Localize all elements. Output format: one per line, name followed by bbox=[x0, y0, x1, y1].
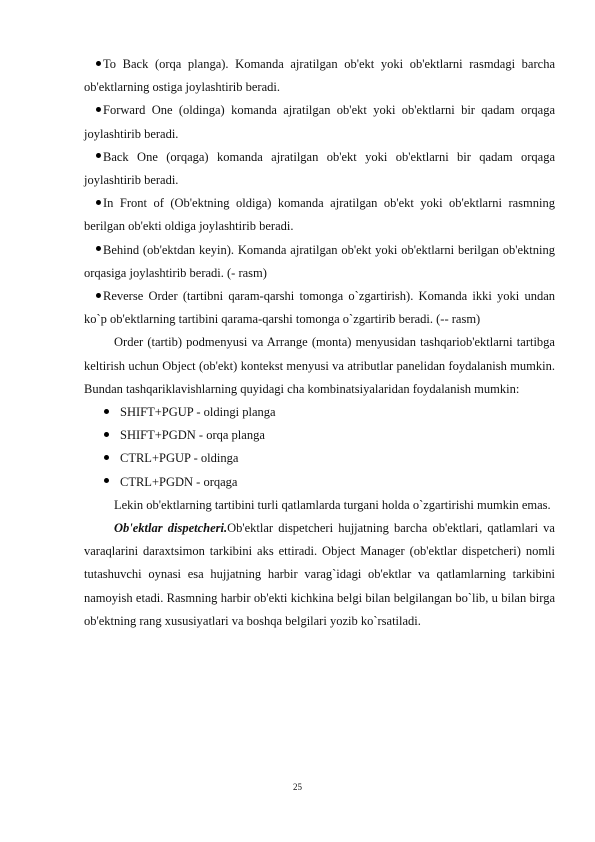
page-number: 25 bbox=[293, 782, 302, 792]
list-item: To Back (orqa planga). Komanda ajratilgan ob'ekt yoki ob'ektlarni rasmdagi barcha ob'ektlarning ostiga joylashtirib beradi. bbox=[84, 57, 555, 95]
dispatcher-text: Ob'ektlar dispetcheri hujjatning barcha ob'ektlari, qatlamlari va varaqlarini daraxtsimon tarkibini aks ettiradi. Object Manager (ob'ektlar dispetcheri) nomli tutashuvchi oynasi esa hujjatning harbir varag`idagi ob'ektlar va qatlamlarning tarkibini namoyish etadi. Rasmning harbir ob'ekti kichkina belgi bilan belgilangan bo`lib, u bilan birga ob'ektning rang xususiyatlari va boshqa belgilari yozib ko`rsatiladi. bbox=[84, 521, 555, 628]
bullet-icon bbox=[96, 153, 101, 158]
layers-paragraph: Lekin ob'ektlarning tartibini turli qatlamlarda turgani holda o`zgartirishi mumkin emas. bbox=[114, 497, 551, 512]
list-item: Reverse Order (tartibni qaram-qarshi tomonga o`zgartirish). Komanda ikki yoki undan ko`p ob'ektlarning tartibini qarama-qarshi tomonga o`zgartirib beradi. (-- rasm) bbox=[84, 289, 555, 327]
order-paragraph: Order (tartib) podmenyusi va Arrange (monta) menyusidan tashqariob'ektlarni tartibga keltirish uchun Object (ob'ekt) kontekst menyusi va atributlar panelidan foydalanish mumkin. Bundan tashqariklavishlarning quyidagi cha kombinatsiyalaridan foydalanish mumkin: bbox=[84, 335, 555, 396]
bullet-icon bbox=[96, 293, 101, 298]
list-item: Behind (ob'ektdan keyin). Komanda ajratilgan ob'ekt yoki ob'ektlarni berilgan ob'ektning orqasiga joylashtirib beradi. (- rasm) bbox=[84, 242, 555, 280]
bullet-icon bbox=[96, 200, 101, 205]
bullet-icon bbox=[104, 455, 109, 460]
bullet-icon bbox=[104, 432, 109, 437]
dispatcher-paragraph bbox=[84, 517, 555, 633]
bullet-icon bbox=[96, 107, 101, 112]
list-item: CTRL+PGDN - orqaga bbox=[84, 471, 555, 494]
bullet-icon bbox=[104, 409, 109, 414]
list-item: Forward One (oldinga) komanda ajratilgan ob'ekt yoki ob'ektlarni bir qadam orqaga joylashtirib beradi. bbox=[84, 103, 555, 141]
dispatcher-term: Ob'ektlar dispetcheri. bbox=[114, 521, 228, 536]
bullet-icon bbox=[96, 246, 101, 251]
document-body bbox=[84, 53, 555, 633]
list-item: Back One (orqaga) komanda ajratilgan ob'ekt yoki ob'ektlarni bir qadam orqaga joylashtirib beradi. bbox=[84, 149, 555, 188]
bullet-icon bbox=[96, 61, 101, 66]
list-item: SHIFT+PGDN - orqa planga bbox=[84, 424, 555, 447]
bullet-icon bbox=[104, 478, 109, 483]
list-item: CTRL+PGUP - oldinga bbox=[84, 447, 555, 470]
list-item: In Front of (Ob'ektning oldiga) komanda ajratilgan ob'ekt yoki ob'ektlarni rasmning berilgan ob'ekti oldiga joylashtirib beradi. bbox=[84, 196, 555, 234]
list-item: SHIFT+PGUP - oldingi planga bbox=[84, 401, 555, 424]
